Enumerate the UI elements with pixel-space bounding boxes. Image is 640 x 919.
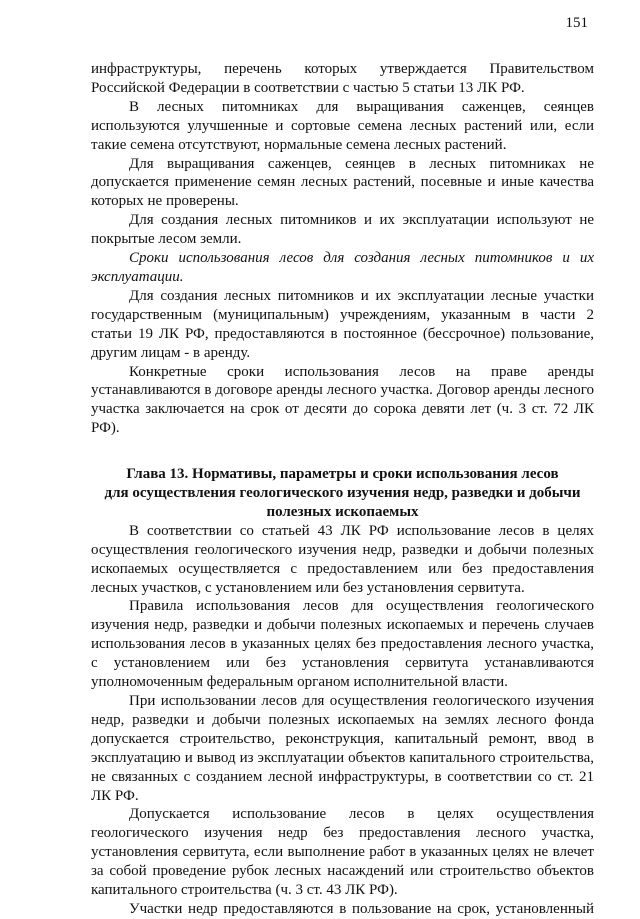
paragraph: Сроки использования лесов для создания лесных питомников и их эксплуатации. (91, 250, 594, 285)
paragraph: В соответствии со статьей 43 ЛК РФ использование лесов в целях осуществления геологического изучения недр, разведки и добычи полезных ископаемых осуществляется с предоставлением или без предоставления лесных участков, с установлением или без установления сервитута. (91, 522, 594, 596)
paragraph: При использовании лесов для осуществления геологического изучения недр, разведки и добычи полезных ископаемых на землях лесного фонда допускается строительство, реконструкция, капитальный ремонт, ввод в эксплуатацию и вывод из эксплуатации объектов капитального строительства, не связанных с созданием лесной инфраструктуры, в соответствии со ст. 21 ЛК РФ. (91, 693, 594, 804)
paragraph: инфраструктуры, перечень которых утверждается Правительством Российской Федерации в соответствии с частью 5 статьи 13 ЛК РФ. (91, 61, 594, 96)
paragraph: Для создания лесных питомников и их эксплуатации используют не покрытые лесом земли. (91, 212, 594, 248)
section-after (91, 522, 594, 919)
page-number: 151 (565, 15, 588, 31)
section-before (91, 60, 594, 438)
chapter-heading (91, 465, 594, 522)
chapter-heading-line-2: для осуществления геологического изучения недр, разведки и добычи (104, 485, 581, 502)
document-body (91, 60, 594, 919)
chapter-heading-line-3: полезных ископаемых (266, 503, 419, 520)
paragraph: В лесных питомниках для выращивания саженцев, сеянцев используются улучшенные и сортовые семена лесных растений или, если такие семена отсутствуют, нормальные семена лесных растений. (91, 98, 594, 153)
paragraph: Допускается использование лесов в целях осуществления геологического изучения недр без предоставления лесного участка, установления сервитута, если выполнение работ в указанных целях не влечет за собой проведение рубок лесных насаждений или строительство объектов капитального строительства (ч. 3 ст. 43 ЛК РФ). (91, 806, 594, 899)
paragraph: Для выращивания саженцев, сеянцев в лесных питомниках не допускается применение семян лесных растений, посевные и иные качества которых не проверены. (91, 155, 594, 210)
paragraph: Правила использования лесов для осуществления геологического изучения недр, разведки и добычи полезных ископаемых и перечень случаев использования лесов в указанных целях без предоставления лесного участка, с установлением или без установления сервитута устанавливаются уполномоченным федеральным органом исполнительной власти. (91, 598, 594, 691)
paragraph: Для создания лесных питомников и их эксплуатации лесные участки государственным (муниципальным) учреждениям, указанным в части 2 статьи 19 ЛК РФ, предоставляются в постоянное (бессрочное) пользование, другим лицам - в аренду. (91, 287, 594, 361)
paragraph: Участки недр предоставляются в пользование на срок, установленный (129, 900, 594, 917)
paragraph: Конкретные сроки использования лесов на праве аренды устанавливаются в договоре аренды лесного участка. Договор аренды лесного участка заключается на срок от десяти до сорока девяти лет (ч. 3 ст. 72 ЛК РФ). (91, 363, 594, 437)
chapter-heading-line-1: Глава 13. Нормативы, параметры и сроки использования лесов (126, 466, 559, 483)
